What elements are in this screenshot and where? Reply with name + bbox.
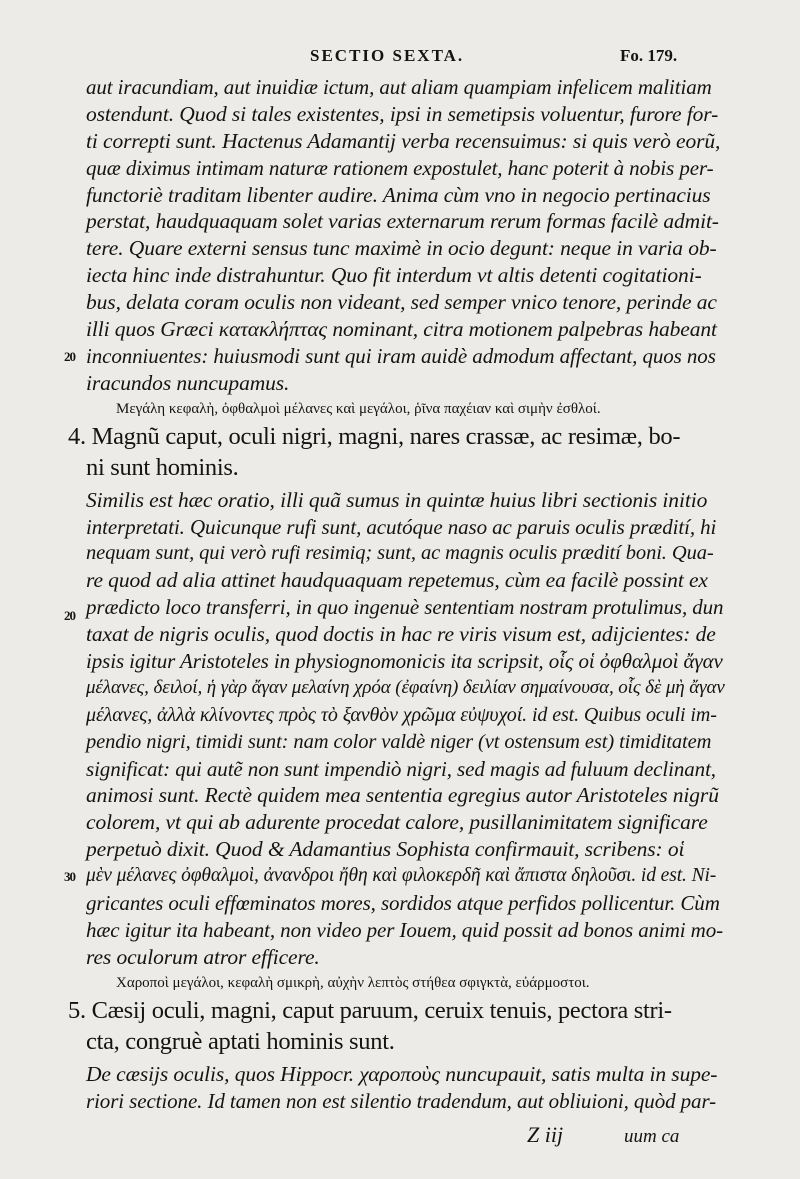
running-title: SECTIO SEXTA. xyxy=(310,46,465,65)
greek-aphorism-5: Χαροποὶ μεγάλοι, κεφαλὴ σμικρὴ, αὐχὴν λεπτὸς στήθεα σφιγκτὰ, εὐάρμοστοι. xyxy=(116,974,590,991)
aphorism-line: 4. Magnũ caput, oculi nigri, magni, nares crassæ, ac resimæ, bo- xyxy=(68,422,681,450)
text-line: colorem, vt qui ab adurente procedat calore, pusillanimitatem significare xyxy=(86,810,708,835)
signature-mark: Z iij xyxy=(527,1122,564,1147)
text-line: perpetuò dixit. Quod & Adamantius Sophista confirmauit, scribens: οἱ xyxy=(86,837,685,862)
text-line: significat: qui autẽ non sunt impendiò nigri, sed magis ad fuluum declinant, xyxy=(86,756,716,781)
page-header xyxy=(0,46,800,76)
text-line: De cæsijs oculis, quos Hippocr. χαροποὺς nuncupauit, satis multa in supe- xyxy=(86,1061,718,1086)
margin-line-number: 20 xyxy=(64,608,75,623)
text-line: ti correpti sunt. Hactenus Adamantij verba recensuimus: si quis verò eorũ, xyxy=(86,128,721,153)
text-line: prædicto loco transferri, in quo ingenuè sententiam nostram protulimus, dun xyxy=(86,595,724,620)
text-line: taxat de nigris oculis, quod doctis in hac re viris visum est, adijcientes: de xyxy=(86,622,716,647)
aphorism-line: cta, congruè aptati hominis sunt. xyxy=(86,1027,395,1055)
text-line: ipsis igitur Aristoteles in physiognomonicis ita scripsit, οἷς οἱ ὀφθαλμοὶ ἄγαν xyxy=(86,649,723,674)
page-footer xyxy=(0,1122,800,1152)
text-line: re quod ad alia attinet haudquaquam repetemus, cùm ea facilè possint ex xyxy=(86,568,708,593)
text-line: bus, delata coram oculis non videant, sed semper vnico tenore, perinde ac xyxy=(86,290,717,315)
text-line: perstat, haudquaquam solet varias externarum rerum formas facilè admit- xyxy=(86,209,719,234)
text-line: pendio nigri, timidi sunt: nam color valdè niger (vt ostensum est) timiditatem xyxy=(86,730,712,753)
text-line: iracundos nuncupamus. xyxy=(86,370,290,395)
folio-number: Fo. 179. xyxy=(620,46,678,65)
aphorism-5 xyxy=(68,995,720,1057)
text-line: functoriè traditam libenter audire. Anima cùm vno in negocio pertinacius xyxy=(86,182,711,207)
aphorism-line: ni sunt hominis. xyxy=(86,453,239,481)
text-line: res oculorum atror efficere. xyxy=(86,944,320,969)
text-line: illi quos Græci κατακλήπτας nominant, citra motionem palpebras habeant xyxy=(86,317,717,342)
text-line: tere. Quare externi sensus tunc maximè in ocio degunt: neque in varia ob- xyxy=(86,236,717,261)
text-line: gricantes oculi effœminatos mores, sordidos atque perfidos pollicentur. Cùm xyxy=(86,891,720,916)
aphorism-4 xyxy=(68,421,720,483)
commentary-5 xyxy=(86,1061,720,1115)
paragraph-1 xyxy=(86,74,720,397)
text-line: μέλανες, ἀλλὰ κλίνοντες πρὸς τὸ ξανθὸν χρῶμα εὐψυχοί. id est. Quibus oculi im- xyxy=(86,703,717,726)
text-line: riori sectione. Id tamen non est silentio tradendum, aut obliuioni, quòd par- xyxy=(86,1088,717,1113)
text-line: μέλανες, δειλοί, ἡ γὰρ ἄγαν μελαίνη χρόα (ἐφαίνη) δειλίαν σημαίνουσα, οἷς δὲ μὴ ἄγαν xyxy=(86,676,725,698)
margin-line-number: 20 xyxy=(64,349,75,364)
commentary-4 xyxy=(86,487,725,971)
catchword: uum ca xyxy=(624,1126,680,1147)
text-line: ostendunt. Quod si tales existentes, ipsi in semetipsis voluentur, furore for- xyxy=(86,101,719,126)
text-line: μὲν μέλανες ὀφθαλμοὶ, ἀνανδροι ἤθη καὶ φιλοκερδῆ καὶ ἄπιστα δηλοῦσι. id est. Ni- xyxy=(86,865,717,887)
text-line: inconniuentes: huiusmodi sunt qui iram auidè admodum affectant, quos nos xyxy=(86,343,716,368)
aphorism-line: 5. Cæsij oculi, magni, caput paruum, ceruix tenuis, pectora stri- xyxy=(68,996,672,1024)
text-line: nequam sunt, qui verò rufi resimiq; sunt, ac magnis oculis prædití boni. Qua- xyxy=(86,542,714,565)
greek-aphorism-4: Μεγάλη κεφαλὴ, ὀφθαλμοὶ μέλανες καὶ μεγάλοι, ῥῖνα παχέιαν καὶ σιμὴν ἐσθλοί. xyxy=(116,400,601,417)
margin-line-number: 30 xyxy=(64,869,75,884)
text-line: iecta hinc inde distrahuntur. Quo fit interdum vt altis detenti cogitationi- xyxy=(86,263,702,288)
text-line: animosi sunt. Rectè quidem mea sententia egregius autor Aristoteles nigrũ xyxy=(86,783,719,808)
text-line: interpretati. Quicunque rufi sunt, acutóque naso ac paruis oculis prædití, hi xyxy=(86,514,717,539)
text-line: hæc igitur ita habeant, non video per Iouem, quid possit ad bonos animi mo- xyxy=(86,917,724,942)
text-line: quæ diximus intimam naturæ rationem expostulet, hanc poterit à nobis per- xyxy=(86,155,714,180)
text-line: Similis est hæc oratio, illi quã sumus in quintæ huius libri sectionis initio xyxy=(86,487,708,512)
text-line: aut iracundiam, aut inuidiæ ictum, aut aliam quampiam infelicem malitiam xyxy=(86,75,712,99)
